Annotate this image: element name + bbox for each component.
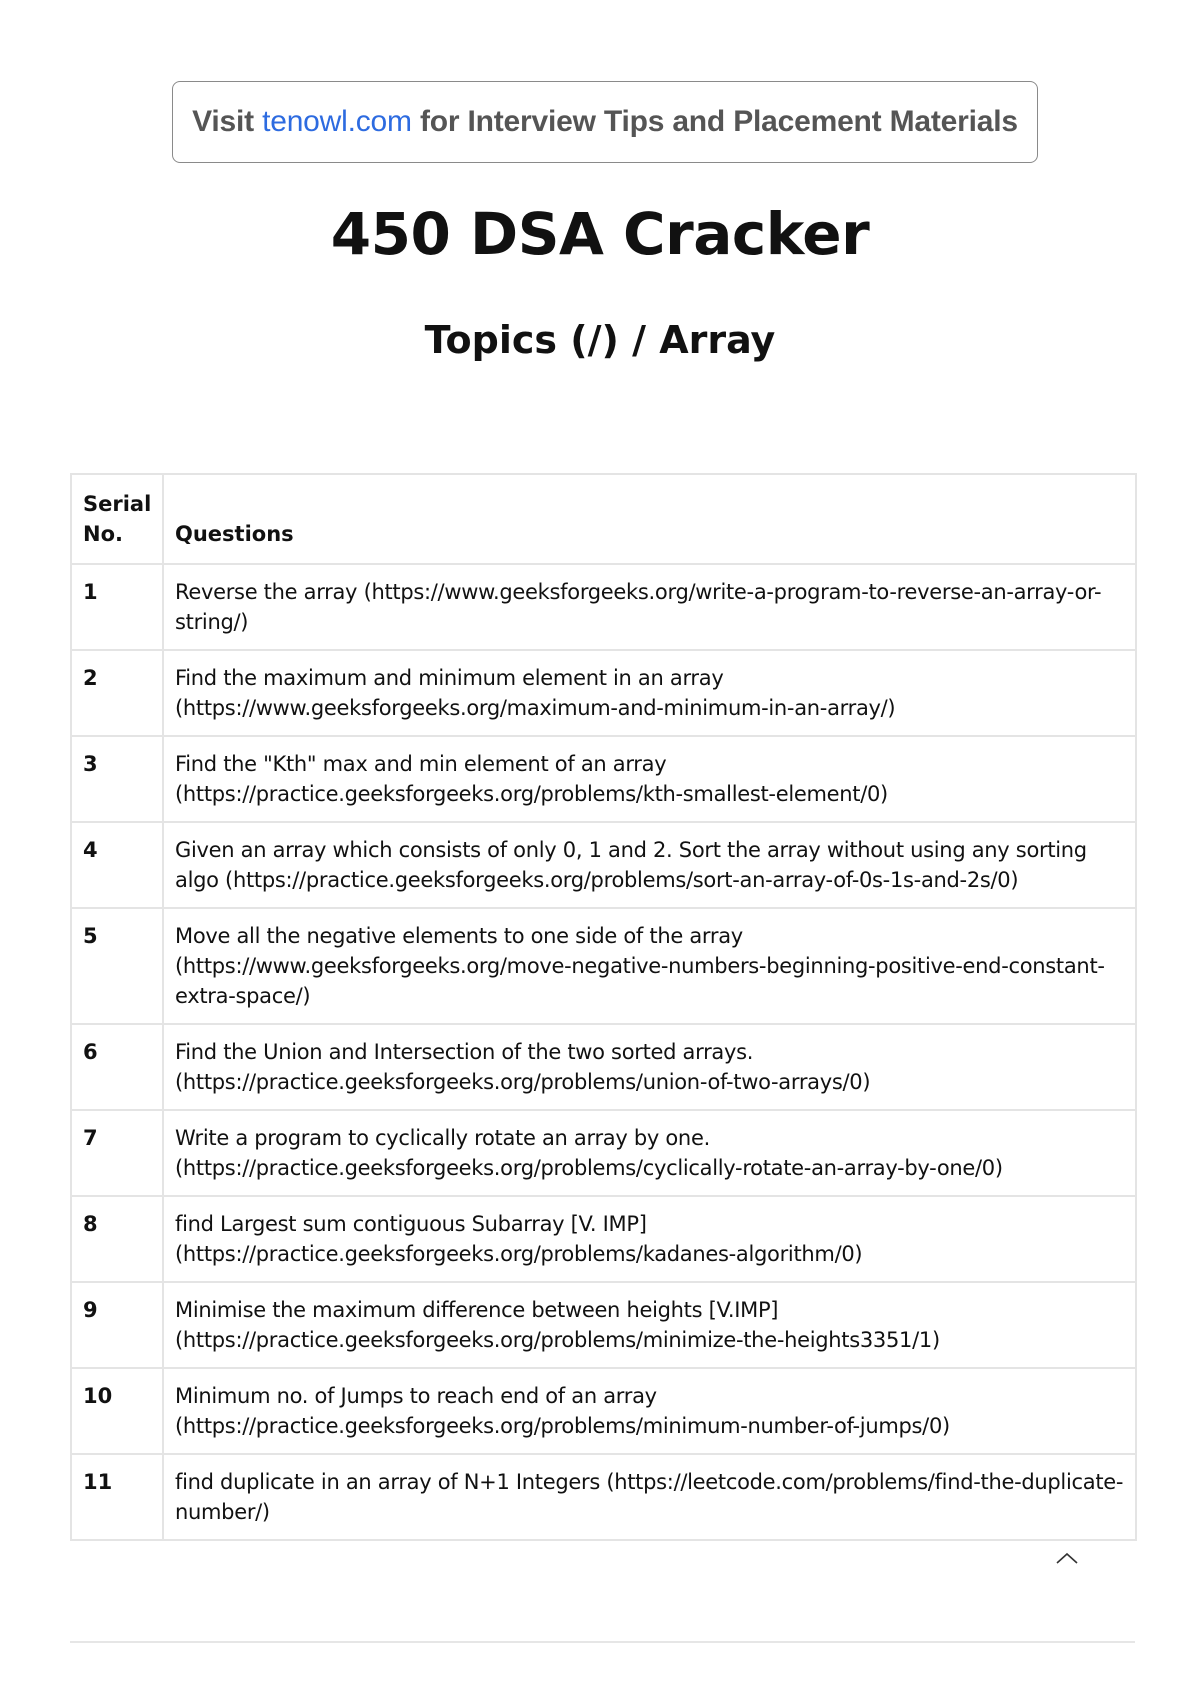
questions-header: Questions: [163, 474, 1136, 564]
serial-number: 9: [71, 1282, 163, 1368]
table-row: [71, 564, 1136, 650]
question-text[interactable]: Given an array which consists of only 0, 1 and 2. Sort the array without using any sorting algo (https://practice.geeksforgeeks.org/problems/sort-an-array-of-0s-1s-and-2s/0): [163, 822, 1136, 908]
serial-number: 2: [71, 650, 163, 736]
serial-number: 8: [71, 1196, 163, 1282]
breadcrumb: Topics (/) / Array: [424, 318, 776, 362]
table-row: [71, 1282, 1136, 1368]
serial-number: 3: [71, 736, 163, 822]
page-title: 450 DSA Cracker: [330, 200, 870, 268]
banner-suffix: for Interview Tips and Placement Materials: [419, 105, 1018, 138]
banner-prefix: Visit: [192, 105, 254, 138]
question-text[interactable]: Find the "Kth" max and min element of an array (https://practice.geeksforgeeks.org/problems/kth-smallest-element/0): [163, 736, 1136, 822]
table-row: [71, 908, 1136, 1024]
questions-table: [70, 473, 1137, 1541]
question-text[interactable]: find duplicate in an array of N+1 Integers (https://leetcode.com/problems/find-the-duplicate-number/): [163, 1454, 1136, 1540]
chevron-up-icon-graphic: [1055, 1547, 1079, 1571]
table-row: [71, 822, 1136, 908]
question-text[interactable]: find Largest sum contiguous Subarray [V. IMP] (https://practice.geeksforgeeks.org/problems/kadanes-algorithm/0): [163, 1196, 1136, 1282]
chevron-up-icon[interactable]: [1055, 1547, 1079, 1571]
serial-number: 4: [71, 822, 163, 908]
table-header-row: [71, 474, 1136, 564]
serial-number: 6: [71, 1024, 163, 1110]
question-text[interactable]: Find the Union and Intersection of the two sorted arrays. (https://practice.geeksforgeeks.org/problems/union-of-two-arrays/0): [163, 1024, 1136, 1110]
table-row: [71, 1454, 1136, 1540]
serial-number: 5: [71, 908, 163, 1024]
table-row: [71, 1024, 1136, 1110]
table-row: [71, 1368, 1136, 1454]
serial-number: 11: [71, 1454, 163, 1540]
banner-site-link[interactable]: tenowl.com: [262, 105, 412, 138]
question-text[interactable]: Reverse the array (https://www.geeksforgeeks.org/write-a-program-to-reverse-an-array-or-string/): [163, 564, 1136, 650]
serial-header: Serial No.: [71, 474, 163, 564]
serial-number: 1: [71, 564, 163, 650]
question-text[interactable]: Find the maximum and minimum element in an array (https://www.geeksforgeeks.org/maximum-and-minimum-in-an-array/): [163, 650, 1136, 736]
table-row: [71, 1196, 1136, 1282]
table-row: [71, 650, 1136, 736]
serial-number: 7: [71, 1110, 163, 1196]
table-row: [71, 1110, 1136, 1196]
question-text[interactable]: Minimise the maximum difference between heights [V.IMP] (https://practice.geeksforgeeks.org/problems/minimize-the-heights3351/1): [163, 1282, 1136, 1368]
footer-divider: [70, 1641, 1135, 1643]
serial-number: 10: [71, 1368, 163, 1454]
question-text[interactable]: Move all the negative elements to one side of the array (https://www.geeksforgeeks.org/move-negative-numbers-beginning-positive-end-constant-extra-space/): [163, 908, 1136, 1024]
question-text[interactable]: Write a program to cyclically rotate an array by one. (https://practice.geeksforgeeks.org/problems/cyclically-rotate-an-array-by-one/0): [163, 1110, 1136, 1196]
table-row: [71, 736, 1136, 822]
question-text[interactable]: Minimum no. of Jumps to reach end of an array (https://practice.geeksforgeeks.org/problems/minimum-number-of-jumps/0): [163, 1368, 1136, 1454]
promo-banner[interactable]: [172, 81, 1038, 163]
